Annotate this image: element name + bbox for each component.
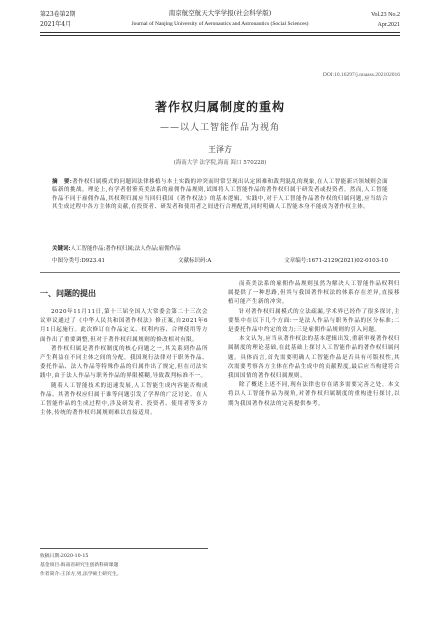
date-cn: 2021年4月 bbox=[40, 21, 72, 28]
journal-header bbox=[0, 6, 440, 48]
abstract bbox=[52, 178, 388, 211]
header-center bbox=[80, 8, 360, 30]
abstract-separator bbox=[40, 272, 400, 273]
body-paragraph: 针对著作权归属模式的立法疏漏,学术界已经作了很多探讨,主要集中在以下几个方面:一是法人作品与职务作品的区分标准;二是委托作品中约定的效力;三是雇佣作品规则的引入问题。 bbox=[228, 308, 400, 334]
article-number: 文章编号:1671-2129(2021)02-0103-10 bbox=[284, 258, 388, 264]
body-paragraph: 2020年11月11日,第十三届全国人大常委会第二十三次会议审议通过了《中华人民共和国著作权法》修正案,自2021年6月1日起施行。此次修订在作品定义、权利内容、合理使用等方面作出了重要调整,但对于著作权归属规则的修改相对有限。 bbox=[40, 309, 208, 343]
body-paragraph: 除了概述上述不同,现有法律也存在诸多需要完善之处。本文将以人工智能作品为视角,对著作权归属制度的重构进行探讨,以期为我国著作权法的完善提供参考。 bbox=[228, 382, 400, 407]
doi: DOI:10.16297/j.nuaass.202102016 bbox=[322, 72, 400, 78]
volume-en: Vol.23 No.2 bbox=[370, 12, 400, 18]
footnote-received: 收稿日期:2020-10-15 bbox=[40, 554, 89, 559]
header-rule bbox=[40, 32, 400, 33]
section-heading: 一、问题的提出 bbox=[40, 288, 96, 298]
header-rule-thin bbox=[40, 35, 400, 36]
article-subtitle: ——以人工智能作品为视角 bbox=[159, 123, 280, 133]
abstract-text: 著作权归属模式的问题因法律移植与本土实践的冲突而时常呈现出认定困难和裁判混乱的现象,在人工智能新兴领域则会面临新的挑战。理论上,有学者借鉴英美法系的雇佣作品规则,试图将人工智能作品的著作权归属于研发者或投资者。然而,人工智能作品不同于雇佣作品,其权利归属应当回归我国《著作权法》的基本逻辑。实践中,对于人工智能作品著作权的归属问题,应当结合其生成过程中各方主体的贡献,在投资者、研发者和使用者之间进行合理配置,同时明确人工智能本身不能成为著作权主体。 bbox=[52, 179, 388, 210]
affiliation: (海南大学 法学院,海南 海口 570228) bbox=[173, 160, 267, 166]
body-column-right bbox=[228, 280, 400, 409]
body-column-left bbox=[40, 308, 208, 418]
footnote-fund: 基金项目:海南省研究生创新科研课题 bbox=[40, 563, 119, 568]
header-right bbox=[371, 10, 400, 30]
classification-row bbox=[52, 256, 388, 264]
body-paragraph: 著作权归属是著作权制度的核心问题之一,其关系到作品所产生利益在不同主体之间的分配。我国现行法律对于职务作品、委托作品、法人作品等特殊作品的归属作出了规定,但在司法实践中,由于法人作品与职务作品的界限模糊,导致裁判标准不一。 bbox=[40, 345, 209, 380]
volume-cn: 第23卷第2期 bbox=[40, 11, 76, 18]
body-paragraph: 随着人工智能技术的迅速发展,人工智能生成内容能否构成作品、其著作权应归属于谁等问题引发了学界的广泛讨论。在人工智能作品的生成过程中,涉及研发者、投资者、使用者等多方主体,传统的著作权归属规则难以直接适用。 bbox=[40, 382, 209, 417]
footnote-bio: 作者简介:王泽方,男,法学硕士研究生。 bbox=[40, 572, 122, 577]
author: 王泽方 bbox=[208, 145, 232, 154]
keywords-text: 人工智能作品;著作权归属;法人作品;雇佣作品 bbox=[70, 246, 181, 252]
clc-code: 中图分类号:D923.41 bbox=[52, 258, 106, 264]
date-en: Apr.2021 bbox=[377, 22, 400, 28]
journal-name-en: Journal of Nanjing University of Aeronautics and Astronautics (Social Sciences) bbox=[131, 21, 309, 27]
body-paragraph: 本文认为,应当从著作权法的基本逻辑出发,重新审视著作权归属制度的理论基础,在此基础上探讨人工智能作品的著作权归属问题。具体而言,首先需要明确人工智能作品是否具有可版权性,其次需要考察各方主体在作品生成中的贡献程度,最后应当构建符合我国国情的著作权归属规则。 bbox=[228, 336, 400, 380]
header-left bbox=[40, 10, 75, 30]
journal-name-cn: 南京航空航天大学学报(社会科学版) bbox=[168, 9, 272, 17]
abstract-label: 摘 要: bbox=[52, 179, 73, 185]
doc-code: 文献标识码:A bbox=[177, 258, 212, 264]
article-title: 著作权归属制度的重构 bbox=[154, 100, 285, 114]
body-paragraph: 而英美法系的雇佣作品规则虽然为解决人工智能作品权利归属提供了一种思路,但其与我国著作权法的体系存在差异,直接移植可能产生新的冲突。 bbox=[228, 281, 400, 306]
keywords-label: 关键词: bbox=[52, 246, 71, 252]
keywords bbox=[52, 244, 388, 252]
footnote bbox=[40, 548, 208, 579]
